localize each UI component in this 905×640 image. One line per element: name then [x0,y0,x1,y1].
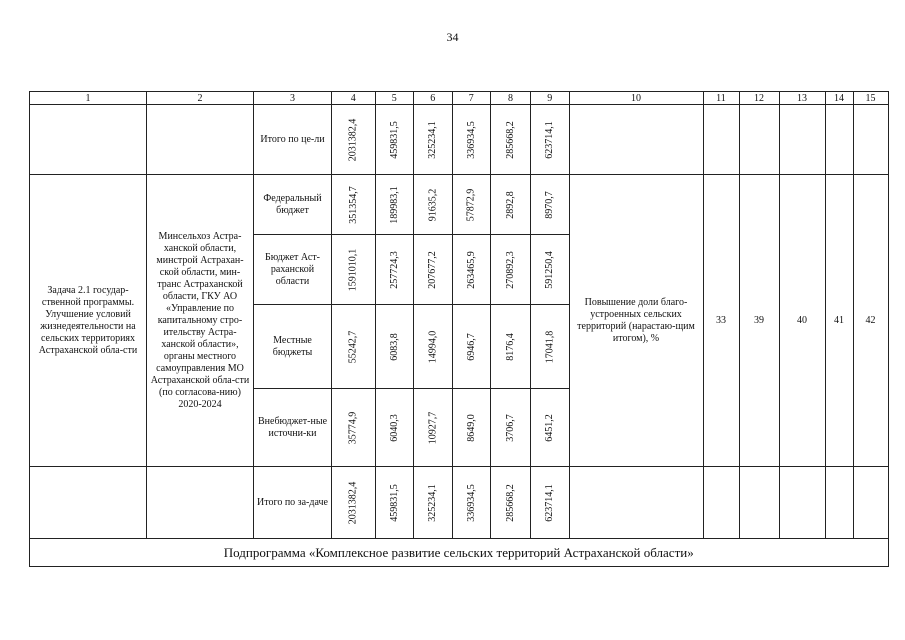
value: 17041,8 [543,330,555,363]
value: 8970,7 [543,190,555,219]
value-cell [414,467,453,539]
value: 6083,8 [388,332,400,361]
source-name: Внебюджет-ные источни-ки [254,389,332,467]
value: 2031382,4 [347,481,359,524]
value: 189983,1 [388,185,400,224]
value-cell [491,235,531,305]
column-header: 10 [569,92,703,105]
value-cell [452,305,491,389]
empty-cell [779,105,825,175]
column-header: 12 [739,92,779,105]
value-cell [332,175,376,235]
value: 270892,3 [504,250,516,289]
value: 336934,5 [465,120,477,159]
empty-cell [147,467,254,539]
column-header: 8 [491,92,531,105]
empty-cell [703,467,739,539]
value: 1591010,1 [347,248,359,291]
source-name: Федеральный бюджет [254,175,332,235]
indicator-value: 42 [853,175,888,467]
value-cell [375,467,414,539]
value: 591250,4 [543,250,555,289]
value-cell [452,235,491,305]
value: 10927,7 [426,411,438,444]
empty-cell [30,105,147,175]
value-cell [491,105,531,175]
value-cell [375,175,414,235]
task-total-label: Итого по за-даче [254,467,332,539]
column-header: 9 [531,92,570,105]
value: 207677,2 [426,250,438,289]
empty-cell [703,105,739,175]
value: 285668,2 [504,120,516,159]
value: 263465,9 [465,250,477,289]
empty-cell [779,467,825,539]
executors-text: Минсельхоз Астра-ханской области, минстрой Астрахан-ской области, мин-транс Астраханской области, ГКУ АО «Управление по капитальному стро-ительству Астра-ханской области», органы местного самоуправления МО Астраханской обла-сти (по согласова-нию) [150,230,250,398]
value: 325234,1 [426,120,438,159]
value-cell [491,467,531,539]
task-executors [147,175,254,467]
value-cell [531,175,570,235]
value-cell [414,105,453,175]
value-cell [414,305,453,389]
value-cell [332,105,376,175]
value-cell [531,105,570,175]
column-number-row [30,92,889,105]
value-cell [491,305,531,389]
indicator-value: 39 [739,175,779,467]
total-goal-row [30,105,889,175]
value: 351354,7 [347,185,359,224]
value: 6040,3 [388,413,400,442]
value: 623714,1 [543,120,555,159]
value-cell [375,389,414,467]
value-cell [452,467,491,539]
indicator-name: Повышение доли благо-устроенных сельских территорий (нарастаю-щим итогом), % [569,175,703,467]
value: 325234,1 [426,483,438,522]
value-cell [531,235,570,305]
value-cell [332,305,376,389]
empty-cell [825,105,853,175]
subprogram-title: Подпрограмма «Комплексное развитие сельских территорий Астраханской области» [30,539,889,567]
value: 336934,5 [465,483,477,522]
value-cell [375,235,414,305]
value: 14994,0 [426,330,438,363]
value-cell [531,389,570,467]
indicator-value: 41 [825,175,853,467]
column-header: 11 [703,92,739,105]
value: 55242,7 [347,330,359,363]
value-cell [414,235,453,305]
empty-cell [739,105,779,175]
column-header: 3 [254,92,332,105]
value-cell [375,105,414,175]
empty-cell [569,105,703,175]
value: 285668,2 [504,483,516,522]
column-header: 7 [452,92,491,105]
column-header: 5 [375,92,414,105]
value-cell [414,175,453,235]
task-name: Задача 2.1 государ-ственной программы. Улучшение условий жизнедеятельности на сельских территориях Астраханской обла-сти [30,175,147,467]
value-cell [491,389,531,467]
indicator-value: 40 [779,175,825,467]
source-row-federal [30,175,889,235]
column-header: 15 [853,92,888,105]
value: 91635,2 [426,188,438,221]
empty-cell [853,467,888,539]
source-name: Местные бюджеты [254,305,332,389]
value-cell [375,305,414,389]
value: 6451,2 [543,413,555,442]
source-name: Бюджет Аст-раханской области [254,235,332,305]
value-cell [452,389,491,467]
empty-cell [30,467,147,539]
value: 3706,7 [504,413,516,442]
value-cell [332,467,376,539]
value: 6946,7 [465,332,477,361]
value: 8649,0 [465,413,477,442]
value-cell [332,389,376,467]
value-cell [332,235,376,305]
value: 35774,9 [347,411,359,444]
value-cell [414,389,453,467]
value-cell [452,105,491,175]
value-cell [531,305,570,389]
empty-cell [147,105,254,175]
column-header: 4 [332,92,376,105]
column-header: 13 [779,92,825,105]
value: 257724,3 [388,250,400,289]
value: 2031382,4 [347,118,359,161]
empty-cell [825,467,853,539]
period-text: 2020-2024 [178,398,222,410]
column-header: 14 [825,92,853,105]
total-goal-label: Итого по це-ли [254,105,332,175]
column-header: 1 [30,92,147,105]
value: 459831,5 [388,120,400,159]
value: 8176,4 [504,332,516,361]
program-table [29,91,889,567]
column-header: 6 [414,92,453,105]
task-total-row [30,467,889,539]
value: 459831,5 [388,483,400,522]
value-cell [452,175,491,235]
value-cell [531,467,570,539]
empty-cell [739,467,779,539]
page-number: 34 [446,30,459,44]
indicator-value: 33 [703,175,739,467]
subprogram-row [30,539,889,567]
value: 623714,1 [543,483,555,522]
value: 2892,8 [504,190,516,219]
value: 57872,9 [465,188,477,221]
empty-cell [853,105,888,175]
empty-cell [569,467,703,539]
value-cell [491,175,531,235]
column-header: 2 [147,92,254,105]
